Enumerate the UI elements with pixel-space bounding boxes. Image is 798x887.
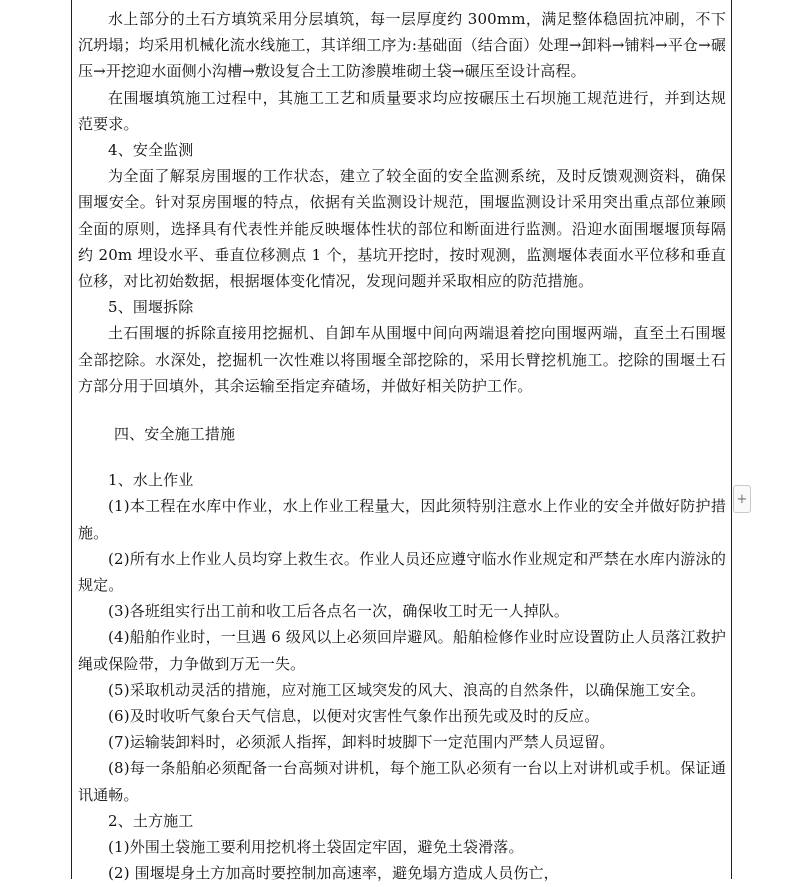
document-body bbox=[78, 6, 726, 887]
list-item: (3)各班组实行出工前和收工后各点名一次，确保收工时无一人掉队。 bbox=[108, 602, 570, 621]
section-heading: 5、围堰拆除 bbox=[108, 298, 194, 317]
section-heading: 2、土方施工 bbox=[108, 811, 194, 830]
paragraph: 水上部分的土石方填筑采用分层填筑，每一层厚度约 300mm，满足整体稳固抗冲刷，不下沉坍塌；均采用机械化流水线施工，其详细工序为:基础面（结合面）处理→卸料→铺料→平仓→碾压→开挖迎水面侧小沟槽→敷设复合土工防渗膜堆砌土袋→碾压至设计高程。 bbox=[78, 10, 726, 81]
list-item: (2)所有水上作业人员均穿上救生衣。作业人员还应遵守临水作业规定和严禁在水库内游泳的规定。 bbox=[78, 549, 726, 595]
section-heading: 4、安全监测 bbox=[108, 141, 194, 160]
list-item: (1)外围土袋施工要利用挖机将土袋固定牢固，避免土袋滑落。 bbox=[108, 838, 524, 857]
paragraph: 土石围堰的拆除直接用挖掘机、自卸车从围堰中间向两端退着挖向围堰两端，直至土石围堰全部挖除。水深处，挖掘机一次性难以将围堰全部挖除的，采用长臂挖机施工。挖除的围堰土石方部分用于回填外，其余运输至指定弃碴场，并做好相关防护工作。 bbox=[78, 324, 726, 395]
table-border-left bbox=[71, 0, 72, 879]
list-item: (5)采取机动灵活的措施，应对施工区域突发的风大、浪高的自然条件，以确保施工安全。 bbox=[108, 680, 706, 699]
list-item: (4)船舶作业时，一旦遇 6 级风以上必须回岸避风。船舶检修作业时应设置防止人员落江救护绳或保险带，力争做到万无一失。 bbox=[78, 628, 726, 673]
blank-line bbox=[78, 447, 726, 467]
list-item: (8)每一条船舶必须配备一台高频对讲机，每个施工队必须有一台以上对讲机或手机。保证通讯通畅。 bbox=[78, 759, 726, 804]
section-heading: 1、水上作业 bbox=[108, 471, 194, 490]
blank-line bbox=[78, 399, 726, 421]
table-border-right bbox=[731, 0, 732, 879]
list-item: (2) 围堰堤身土方加高时要控制加高速率，避免塌方造成人员伤亡， bbox=[108, 864, 559, 883]
list-item: (6)及时收听气象台天气信息，以便对灾害性气象作出预先或及时的反应。 bbox=[108, 707, 600, 726]
chapter-heading: 四、安全施工措施 bbox=[114, 425, 236, 444]
paragraph: 为全面了解泵房围堰的工作状态，建立了较全面的安全监测系统，及时反馈观测资料，确保围堰安全。针对泵房围堰的特点，依据有关监测设计规范，围堰监测设计采用突出重点部位兼顾全面的原则，选择具有代表性并能反映堰体性状的部位和断面进行监测。沿迎水面围堰堰顶每隔约 20m 埋设水平、垂直位移测点 1 个，基坑开挖时，按时观测，监测堰体表面水平位移和垂直位移，对比初始数据，根据堰体变化情况，发现问题并采取相应的防范措施。 bbox=[78, 167, 726, 291]
list-item: (7)运输装卸料时，必须派人指挥，卸料时坡脚下一定范围内严禁人员逗留。 bbox=[108, 733, 615, 752]
list-item: (1)本工程在水库中作业，水上作业工程量大，因此须特别注意水上作业的安全并做好防护措施。 bbox=[78, 497, 726, 542]
add-row-button[interactable] bbox=[733, 485, 751, 513]
paragraph: 在围堰填筑施工过程中，其施工工艺和质量要求均应按碾压土石坝施工规范进行，并到达规范要求。 bbox=[78, 88, 726, 133]
plus-icon: + bbox=[736, 491, 748, 507]
